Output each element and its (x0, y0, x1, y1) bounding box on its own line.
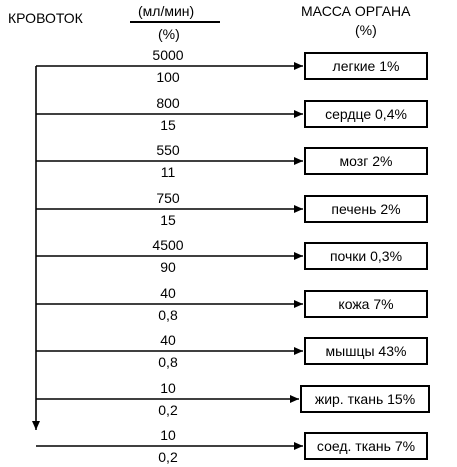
flow-unit-bottom: (%) (158, 26, 180, 42)
flow-ml-min: 5000 (152, 47, 184, 63)
flow-percent: 0,2 (158, 449, 178, 465)
organ-box: мозг 2% (304, 147, 428, 175)
flow-percent: 100 (156, 69, 180, 85)
organ-box: легкие 1% (304, 52, 428, 80)
flow-ml-min: 550 (156, 142, 180, 158)
organ-box: сердце 0,4% (304, 100, 428, 128)
flow-header: КРОВОТОК (8, 10, 83, 26)
flow-ml-min: 4500 (152, 237, 184, 253)
flow-percent: 0,8 (158, 307, 178, 323)
organ-box: соед. ткань 7% (304, 432, 428, 460)
organ-box: почки 0,3% (304, 242, 428, 270)
flow-ml-min: 800 (156, 95, 180, 111)
flow-percent: 0,8 (158, 354, 178, 370)
flow-ml-min: 10 (160, 380, 176, 396)
mass-unit: (%) (355, 22, 377, 38)
mass-header: МАССА ОРГАНА (301, 3, 411, 19)
flow-ml-min: 40 (160, 332, 176, 348)
flow-percent: 90 (160, 259, 176, 275)
organ-box: кожа 7% (304, 290, 428, 318)
flow-unit-top: (мл/мин) (138, 3, 195, 19)
flow-ml-min: 40 (160, 285, 176, 301)
flow-percent: 15 (160, 117, 176, 133)
flow-ml-min: 10 (160, 427, 176, 443)
organ-box: печень 2% (304, 195, 428, 223)
flow-percent: 11 (160, 164, 176, 180)
organ-box: жир. ткань 15% (300, 385, 430, 413)
flow-ml-min: 750 (156, 190, 180, 206)
flow-percent: 15 (160, 212, 176, 228)
organ-box: мышцы 43% (304, 337, 428, 365)
flow-percent: 0,2 (158, 402, 178, 418)
